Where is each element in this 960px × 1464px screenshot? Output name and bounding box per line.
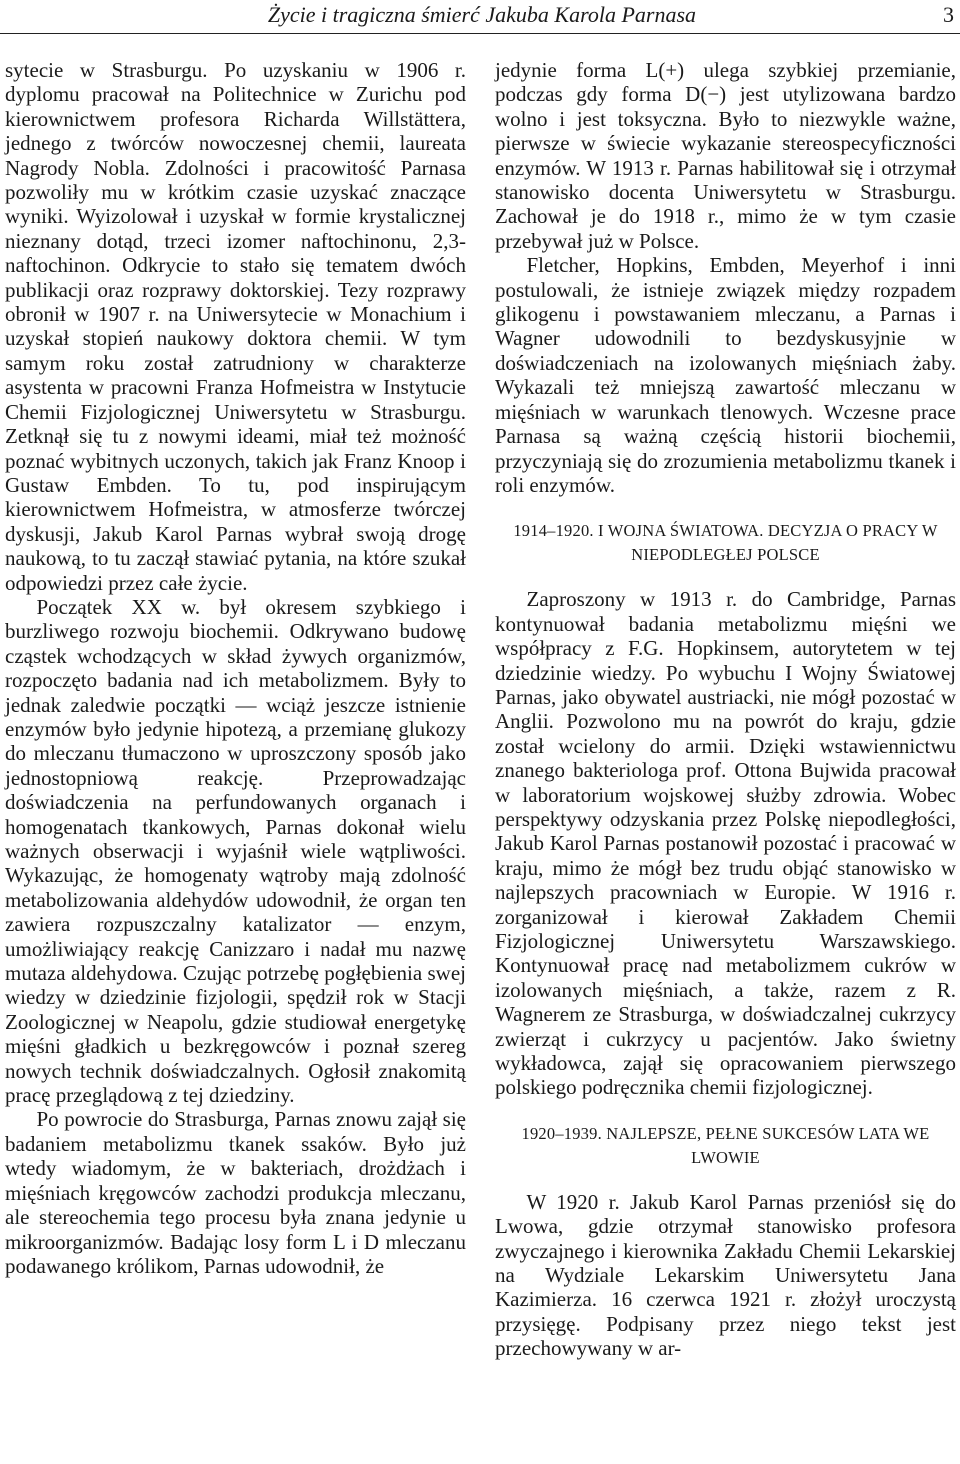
section-heading: 1920–1939. NAJLEPSZE, PEŁNE SUKCESÓW LATA WE LWOWIE — [521, 1123, 930, 1167]
paragraph: Początek XX w. był okresem szybkiego i burzliwego rozwoju biochemii. Odkrywano budowę cząstek wchodzących w skład żywych organizmów, rozpoczęto badania nad ich metabolizmem. Były to jednak zaledwie początki — wciąż jeszcze istnienie enzymów było jedynie hipotezą, a przemianę glukozy do mleczanu tłumaczono w uproszczony sposób jako jednostopniową reakcję. Przeprowadzając doświadczenia na perfundowanych organach i homogenatach tkankowych, Parnas dokonał wielu ważnych obserwacji i wyjaśnił wiele wątpliwości. Wykazując, że homogenaty wątroby mają zdolność metabolizowania aldehydów udowodnił, że organ ten zawiera rozpuszczalny katalizator — enzym, umożliwiający reakcję Canizzaro i nadał mu nazwę mutaza aldehydowa. Czując potrzebę pogłębienia swej wiedzy w dziedzinie fizjologii, spędził rok w Stacji Zoologicznej w Neapolu, gdzie studiował energetykę mięśni gładkich u bezkręgowców i poznał szereg nowych technik doświadczalnych. Ogłosił znakomitą pracę przeglądową z tej dziedziny. — [5, 594, 466, 1108]
running-header-title: Życie i tragiczna śmierć Jakuba Karola Parnasa — [267, 2, 696, 27]
paragraph: W 1920 r. Jakub Karol Parnas przeniósł się do Lwowa, gdzie otrzymał stanowisko profesora zwyczajnego i kierownika Zakładu Chemii Lekarskiej na Wydziale Lekarskim Uniwersytetu Jana Kazimierza. 16 czerwca 1921 r. złożył uroczystą przysięgę. Podpisany przez niego tekst jest przechowywany w ar- — [495, 1189, 956, 1361]
paragraph: Zaproszony w 1913 r. do Cambridge, Parnas kontynuował badania metabolizmu mięśni we współpracy z F.G. Hopkinsem, autorytetem w tej dziedzinie wiedzy. Po wybuchu I Wojny Światowej Parnas, jako obywatel austriacki, nie mógł pozostać w Anglii. Pozwolono mu na powrót do kraju, gdzie został wcielony do armii. Dzięki wstawiennictwu znanego bakteriologa prof. Ottona Bujwida pracował w laboratorium wojskowej służby zdrowia. Wobec perspektywy odzyskania przez Polskę niepodległości, Jakub Karol Parnas postanowił pozostać i pracować w kraju, mimo że mógł bez trudu objąć stanowisko w najlepszych pracowniach w Europie. W 1916 r. zorganizował i kierował Zakładem Chemii Fizjologicznej Uniwersytetu Warszawskiego. Kontynuował pracę nad metabolizmem cukrów w izolowanych mięśniach, a także, razem z R. Wagnerem ze Strasburga, w doświadczalnej cukrzycy zwierząt i cukrzycy u pacjentów. Jako świetny wykładowca, zajął się opracowaniem pierwszego polskiego podręcznika chemii fizjologicznej. — [495, 587, 956, 1100]
section-heading: 1914–1920. I WOJNA ŚWIATOWA. DECYZJA O PRACY W NIEPODLEGŁEJ POLSCE — [513, 521, 938, 565]
right-column — [495, 58, 956, 1361]
running-header — [0, 0, 960, 34]
paragraph: sytecie w Strasburgu. Po uzyskaniu w 1906 r. dyplomu pracował na Politechnice w Zurichu pod kierownictwem profesora Richarda Willstättera, jednego z twórców nowoczesnej chemii, laureata Nagrody Nobla. Zdolności i pracowitość Parnasa pozwoliły mu w krótkim czasie uzyskać znaczące wyniki. Wyizolował i uzyskał w formie krystalicznej nieznany dotąd, trzeci izomer naftochinonu, 2,3-naftochinon. Odkrycie to stało się tematem dwóch publikacji oraz rozprawy doktorskiej. Tezy rozprawy obronił w 1907 r. na Uniwersytecie w Monachium i uzyskał stopień naukowy doktora chemii. W tym samym roku został zatrudniony w charakterze asystenta w pracowni Franza Hofmeistra w Instytucie Chemii Fizjologicznej Uniwersytetu w Strasburgu. Zetknął się tu z nowymi ideami, miał też możność poznać wybitnych uczonych, takich jak Franz Knoop i Gustaw Embden. To tu, pod inspirującym kierownictwem Hofmeistra, w atmosferze twórczej dyskusji, Jakub Karol Parnas wybrał swoją drogę naukową, to tu zaczął stawiać pytania, na które szukał odpowiedzi przez całe życie. — [5, 58, 466, 595]
paragraph: jedynie forma L(+) ulega szybkiej przemianie, podczas gdy forma D(−) jest utylizowana bardzo wolno i jest toksyczna. Było to niezwykle ważne, pierwsze w świecie wykazanie stereospecyficzności enzymów. W 1913 r. Parnas habilitował się i otrzymał stanowisko docenta Uniwersytetu w Strasburgu. Zachował je do 1918 r., mimo że w tym czasie przebywał już w Polsce. — [495, 58, 956, 253]
paragraph: Po powrocie do Strasburga, Parnas znowu zajął się badaniem metabolizmu tkanek ssaków. Było już wtedy wiadomym, że w bakteriach, drożdżach i mięśniach kręgowców zachodzi produkcja mleczanu, ale stereochemia tego procesu była znana jedynie u mikroorganizmów. Badając losy form L i D mleczanu podawanego królikom, Parnas udowodnił, że — [5, 1107, 466, 1278]
page-number: 3 — [943, 2, 954, 27]
left-column — [5, 58, 466, 1278]
paragraph: Fletcher, Hopkins, Embden, Meyerhof i inni postulowali, że istnieje związek między rozpadem glikogenu i powstawaniem mleczanu, a Parnas i Wagner udowodnili to bezdyskusyjnie w doświadczeniach na izolowanych mięśniach żaby. Wykazali też mniejszą zawartość mleczanu w mięśniach w warunkach tlenowych. Wczesne prace Parnasa są ważną częścią historii biochemii, przyczyniają się do zrozumienia metabolizmu tkanek i roli enzymów. — [495, 253, 956, 497]
